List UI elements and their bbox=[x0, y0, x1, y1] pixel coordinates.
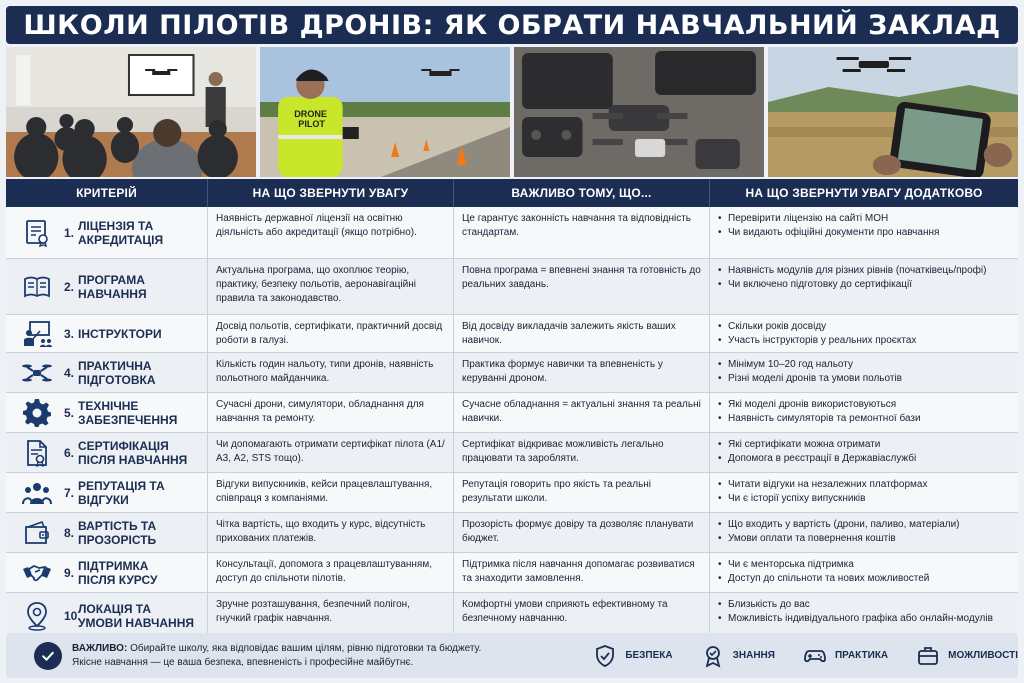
wallet-icon bbox=[20, 518, 54, 548]
extra-bullet: • Наявність симуляторів та ремонтної бази bbox=[718, 412, 1010, 426]
why-cell: Це гарантує законність навчання та відповідність стандартам. bbox=[454, 207, 710, 258]
extra-bullet: • Доступ до спільноти та нових можливостей bbox=[718, 572, 1010, 586]
comparison-table bbox=[6, 179, 1018, 639]
drone-equipment-photo bbox=[514, 47, 764, 177]
criterion-number: 3. bbox=[64, 326, 75, 341]
gamepad-icon bbox=[803, 644, 827, 668]
table-header bbox=[6, 179, 1018, 207]
why-cell: Від досвіду викладачів залежить якість ваших навичок. bbox=[454, 315, 710, 352]
table-row bbox=[6, 259, 1018, 315]
important-label: ВАЖЛИВО: bbox=[72, 642, 128, 654]
value-practice-label: ПРАКТИКА bbox=[834, 650, 889, 661]
criterion-cell bbox=[6, 353, 208, 392]
criterion-cell bbox=[6, 259, 208, 314]
value-safety bbox=[593, 644, 672, 668]
table-row bbox=[6, 553, 1018, 593]
people-icon bbox=[20, 478, 54, 508]
extra-cell bbox=[710, 353, 1018, 392]
book-icon bbox=[20, 272, 54, 302]
header-criterion: КРИТЕРІЙ bbox=[6, 179, 208, 207]
instructor-icon bbox=[20, 319, 54, 349]
criterion-number: 7. bbox=[64, 485, 75, 500]
attention-cell: Відгуки випускників, кейси працевлаштування, співпраця з компаніями. bbox=[208, 473, 454, 512]
value-practice bbox=[803, 644, 888, 668]
extra-cell bbox=[710, 433, 1018, 472]
extra-bullet: • Скільки років досвіду bbox=[718, 320, 1010, 334]
footer-line2: Якісне навчання — це ваша безпека, впевненість і професійне майбутнє. bbox=[72, 656, 414, 668]
drone-icon bbox=[20, 358, 54, 388]
page-title: ШКОЛИ ПІЛОТІВ ДРОНІВ: ЯК ОБРАТИ НАВЧАЛЬНИЙ ЗАКЛАД bbox=[23, 9, 1001, 41]
vest-text: DRONE bbox=[294, 109, 327, 119]
table-row bbox=[6, 393, 1018, 433]
extra-bullet: • Які моделі дронів використовуються bbox=[718, 398, 1010, 412]
criterion-name: ЛІЦЕНЗІЯ ТА АКРЕДИТАЦІЯ bbox=[78, 218, 164, 247]
vest-text-2: PILOT bbox=[298, 119, 325, 129]
table-row bbox=[6, 473, 1018, 513]
extra-cell bbox=[710, 259, 1018, 314]
why-cell: Прозорість формує довіру та дозволяє планувати бюджет. bbox=[454, 513, 710, 552]
location-pin-icon bbox=[20, 601, 54, 631]
table-row bbox=[6, 433, 1018, 473]
table-row bbox=[6, 207, 1018, 259]
extra-bullet: • Близькість до вас bbox=[718, 598, 1010, 612]
header-extra: НА ЩО ЗВЕРНУТИ УВАГУ ДОДАТКОВО bbox=[745, 186, 983, 200]
briefcase-icon bbox=[916, 644, 940, 668]
criterion-cell bbox=[6, 513, 208, 552]
extra-bullet: • Наявність модулів для різних рівнів (початківець/профі) bbox=[718, 264, 1010, 278]
criterion-number: 8. bbox=[64, 525, 75, 540]
document-seal-icon bbox=[20, 438, 54, 468]
criterion-name: РЕПУТАЦІЯ ТА ВІДГУКИ bbox=[78, 478, 165, 507]
extra-cell bbox=[710, 315, 1018, 352]
attention-cell: Зручне розташування, безпечний полігон, гнучкий графік навчання. bbox=[208, 593, 454, 638]
criterion-number: 1. bbox=[64, 225, 75, 240]
criterion-name: ВАРТІСТЬ ТА ПРОЗОРІСТЬ bbox=[78, 518, 157, 547]
criterion-name: ПРОГРАМА НАВЧАННЯ bbox=[78, 272, 147, 301]
why-cell: Підтримка після навчання допомагає розвиватися та знаходити замовлення. bbox=[454, 553, 710, 592]
extra-bullet: • Допомога в реєстрації в Державіаслужбі bbox=[718, 452, 1010, 466]
criterion-number: 6. bbox=[64, 445, 75, 460]
title-bar bbox=[6, 6, 1018, 44]
extra-bullet: • Мінімум 10–20 год нальоту bbox=[718, 358, 1010, 372]
extra-cell bbox=[710, 473, 1018, 512]
why-cell: Сучасне обладнання = актуальні знання та реальні навички. bbox=[454, 393, 710, 432]
criterion-cell bbox=[6, 593, 208, 638]
table-row bbox=[6, 315, 1018, 353]
criterion-number: 5. bbox=[64, 405, 75, 420]
footer-banner bbox=[6, 633, 1018, 678]
criterion-cell bbox=[6, 315, 208, 352]
extra-bullet: • Чи включено підготовку до сертифікації bbox=[718, 278, 1010, 292]
criterion-name: ПРАКТИЧНА ПІДГОТОВКА bbox=[78, 358, 156, 387]
certificate-icon bbox=[20, 218, 54, 248]
shield-check-icon bbox=[593, 644, 617, 668]
footer-text bbox=[72, 642, 533, 670]
criterion-name: ТЕХНІЧНЕ ЗАБЕЗПЕЧЕННЯ bbox=[78, 398, 178, 427]
why-cell: Репутація говорить про якість та реальні результати школи. bbox=[454, 473, 710, 512]
award-icon bbox=[701, 644, 725, 668]
value-opportunities bbox=[916, 644, 1018, 668]
criterion-number: 2. bbox=[64, 279, 75, 294]
attention-cell: Актуальна програма, що охоплює теорію, практику, безпеку польотів, аеронавігаційні правила та законодавство. bbox=[208, 259, 454, 314]
extra-bullet: • Чи є історії успіху випускників bbox=[718, 492, 1010, 506]
photo-strip bbox=[6, 47, 1018, 177]
why-cell: Повна програма = впевнені знання та готовність до реальних завдань. bbox=[454, 259, 710, 314]
extra-bullet: • Чи є менторська підтримка bbox=[718, 558, 1010, 572]
criterion-name: ЛОКАЦІЯ ТА УМОВИ НАВЧАННЯ bbox=[78, 601, 195, 630]
criterion-cell bbox=[6, 207, 208, 258]
extra-bullet: • Які сертифікати можна отримати bbox=[718, 438, 1010, 452]
header-why: ВАЖЛИВО ТОМУ, ЩО... bbox=[454, 179, 710, 207]
table-row bbox=[6, 353, 1018, 393]
extra-bullet: • Чи видають офіційні документи про навчання bbox=[718, 226, 1010, 240]
criterion-number: 9. bbox=[64, 565, 75, 580]
value-opportunities-label: МОЖЛИВОСТІ bbox=[948, 650, 1018, 661]
table-body bbox=[6, 207, 1018, 639]
why-cell: Практика формує навички та впевненість у керуванні дроном. bbox=[454, 353, 710, 392]
criterion-name: ІНСТРУКТОРИ bbox=[78, 326, 162, 341]
extra-cell bbox=[710, 593, 1018, 638]
drone-field-tablet-photo bbox=[768, 47, 1018, 177]
extra-cell bbox=[710, 207, 1018, 258]
handshake-icon bbox=[20, 558, 54, 588]
why-cell: Комфортні умови сприяють ефективному та безпечному навчанню. bbox=[454, 593, 710, 638]
extra-cell bbox=[710, 393, 1018, 432]
attention-cell: Досвід польотів, сертифікати, практичний досвід роботи в галузі. bbox=[208, 315, 454, 352]
criterion-cell bbox=[6, 433, 208, 472]
important-text: Обирайте школу, яка відповідає вашим цілям, рівню підготовки та бюджету. bbox=[130, 642, 482, 654]
attention-cell: Чітка вартість, що входить у курс, відсутність прихованих платежів. bbox=[208, 513, 454, 552]
value-knowledge bbox=[701, 644, 775, 668]
criterion-cell bbox=[6, 473, 208, 512]
criterion-name: ПІДТРИМКА ПІСЛЯ КУРСУ bbox=[78, 558, 158, 587]
criterion-cell bbox=[6, 553, 208, 592]
classroom-photo bbox=[6, 47, 256, 177]
attention-cell: Чи допомагають отримати сертифікат пілота (А1/А3, А2, STS тощо). bbox=[208, 433, 454, 472]
value-safety-label: БЕЗПЕКА bbox=[625, 650, 673, 661]
attention-cell: Наявність державної ліцензії на освітню діяльність або акредитації (якщо потрібно). bbox=[208, 207, 454, 258]
check-icon bbox=[34, 642, 62, 670]
criterion-number: 10. bbox=[64, 608, 81, 623]
table-row bbox=[6, 513, 1018, 553]
attention-cell: Кількість годин нальоту, типи дронів, наявність польотного майданчика. bbox=[208, 353, 454, 392]
why-cell: Сертифікат відкриває можливість легально працювати та заробляти. bbox=[454, 433, 710, 472]
drone-pilot-photo bbox=[260, 47, 510, 177]
extra-bullet: • Читати відгуки на незалежних платформах bbox=[718, 478, 1010, 492]
gear-icon bbox=[20, 398, 54, 428]
attention-cell: Консультації, допомога з працевлаштуванням, доступ до спільноти пілотів. bbox=[208, 553, 454, 592]
extra-bullet: • Перевірити ліцензію на сайті МОН bbox=[718, 212, 1010, 226]
criterion-cell bbox=[6, 393, 208, 432]
extra-bullet: • Умови оплати та повернення коштів bbox=[718, 532, 1010, 546]
extra-bullet: • Різні моделі дронів та умови польотів bbox=[718, 372, 1010, 386]
extra-cell bbox=[710, 513, 1018, 552]
extra-bullet: • Участь інструкторів у реальних проєктах bbox=[718, 334, 1010, 348]
extra-cell bbox=[710, 553, 1018, 592]
criterion-name: СЕРТИФІКАЦІЯ ПІСЛЯ НАВЧАННЯ bbox=[78, 438, 188, 467]
footer-values bbox=[593, 644, 1018, 668]
header-attention: НА ЩО ЗВЕРНУТИ УВАГУ bbox=[208, 179, 454, 207]
extra-bullet: • Що входить у вартість (дрони, паливо, матеріали) bbox=[718, 518, 1010, 532]
extra-bullet: • Можливість індивідуального графіка або онлайн-модулів bbox=[718, 612, 1010, 626]
criterion-number: 4. bbox=[64, 365, 75, 380]
attention-cell: Сучасні дрони, симулятори, обладнання для навчання та ремонту. bbox=[208, 393, 454, 432]
value-knowledge-label: ЗНАННЯ bbox=[732, 650, 775, 661]
